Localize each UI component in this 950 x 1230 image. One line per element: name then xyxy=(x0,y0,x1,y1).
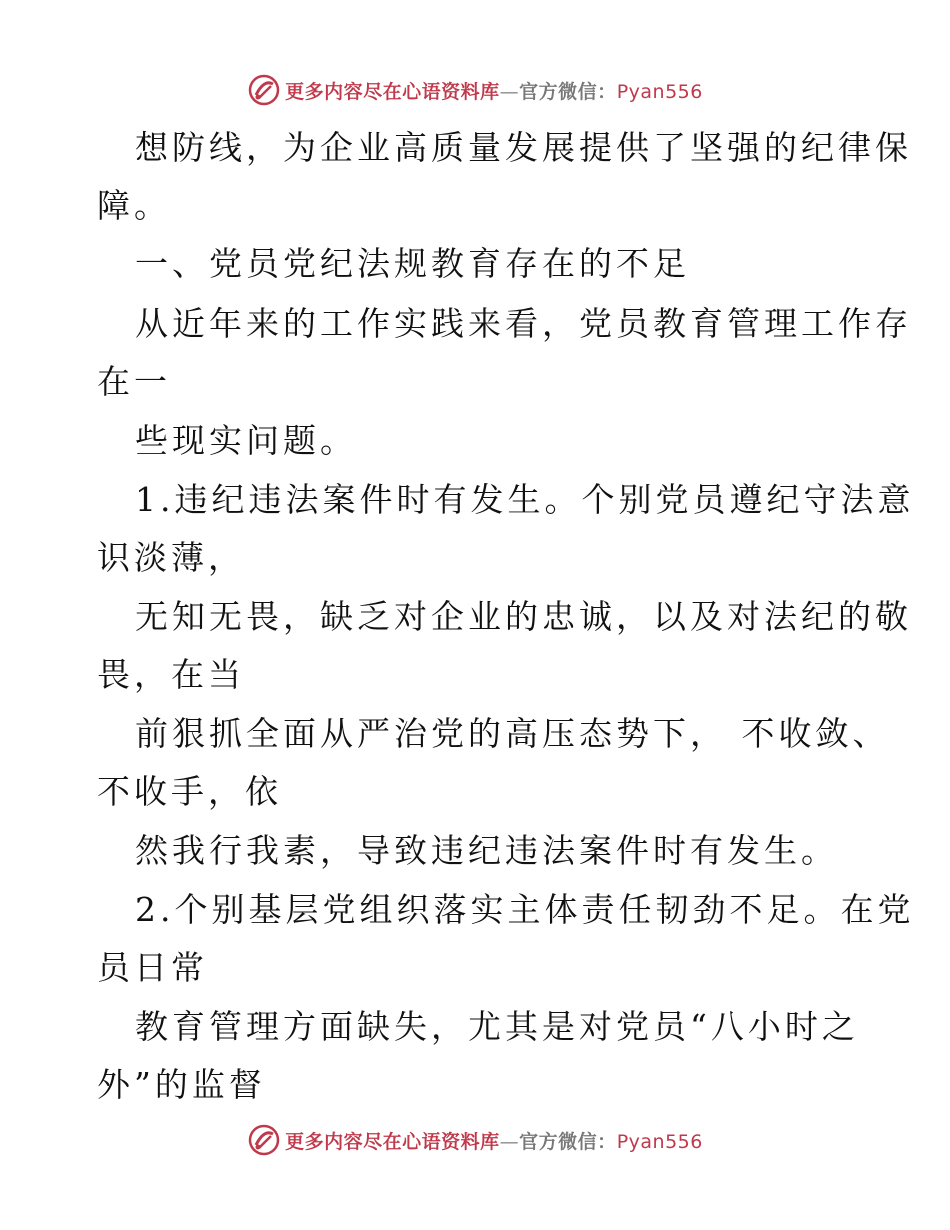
watermark-dash: — xyxy=(499,80,520,103)
logo-icon xyxy=(247,73,281,107)
watermark-main: 更多内容尽在心语资料库 xyxy=(285,80,500,103)
text-line: 教育管理方面缺失，尤其是对党员“八小时之 xyxy=(135,1007,859,1046)
text-line: 外”的监督 xyxy=(97,1065,266,1104)
section-heading: 一、党员党纪法规教育存在的不足 xyxy=(135,244,690,283)
text-line: 在一 xyxy=(97,362,171,401)
text-line: 从近年来的工作实践来看，党员教育管理工作存 xyxy=(135,304,912,343)
watermark-label: 官方微信： xyxy=(519,1130,617,1153)
watermark-label: 官方微信： xyxy=(519,80,617,103)
watermark-text xyxy=(285,1127,703,1154)
text-line: 然我行我素，导致违纪违法案件时有发生。 xyxy=(135,831,838,870)
text-line: 畏，在当 xyxy=(97,655,245,694)
watermark-dash: — xyxy=(499,1130,520,1153)
text-line: 1.违纪违法案件时有发生。个别党员遵纪守法意 xyxy=(135,480,915,519)
text-line: 前狠抓全面从严治党的高压态势下， 不收敛、 xyxy=(135,714,890,753)
footer-watermark xyxy=(0,1120,950,1160)
watermark-id: Pyan556 xyxy=(616,80,703,103)
text-line: 不收手，依 xyxy=(97,772,282,811)
text-line: 识淡薄， xyxy=(97,538,245,577)
text-line: 员日常 xyxy=(97,948,208,987)
watermark-id: Pyan556 xyxy=(616,1130,703,1153)
text-line: 2.个别基层党组织落实主体责任韧劲不足。在党 xyxy=(135,890,915,929)
watermark-text xyxy=(285,77,703,104)
text-line: 些现实问题。 xyxy=(135,421,357,460)
text-line: 无知无畏，缺乏对企业的忠诚，以及对法纪的敬 xyxy=(135,597,912,636)
text-line: 想防线，为企业高质量发展提供了坚强的纪律保 xyxy=(135,128,912,167)
text-line: 障。 xyxy=(97,186,171,225)
watermark-main: 更多内容尽在心语资料库 xyxy=(285,1130,500,1153)
logo-icon xyxy=(247,1123,281,1157)
header-watermark xyxy=(0,70,950,110)
